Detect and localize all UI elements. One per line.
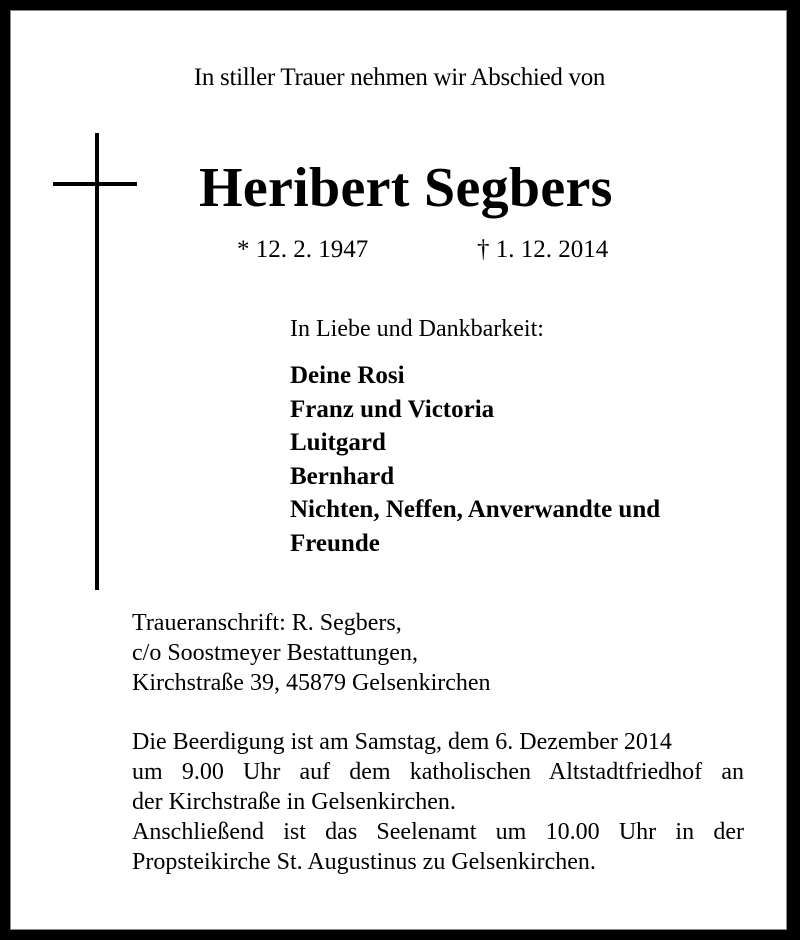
thanks-heading: In Liebe und Dankbarkeit: (290, 316, 544, 342)
mourner: Franz und Victoria (290, 395, 495, 423)
mourner: Deine Rosi (290, 362, 405, 389)
birth-date: * 12. 2. 1947 (237, 236, 369, 263)
funeral-details (132, 727, 744, 877)
funeral-line: um 9.00 Uhr auf dem katholischen Altstadtfriedhof an (132, 759, 744, 785)
address-line: c/o Soostmeyer Bestattungen, (132, 640, 418, 666)
mourner: Bernhard (290, 462, 395, 490)
mourner: Luitgard (290, 429, 386, 456)
address-line: Traueranschrift: R. Segbers, (132, 610, 402, 636)
cross-vertical-bar (95, 133, 99, 590)
deceased-name: Heribert Segbers (199, 157, 613, 219)
mourners-list (290, 359, 660, 560)
intro-text: In stiller Trauer nehmen wir Abschied von (193, 64, 606, 91)
funeral-line: Propsteikirche St. Augustinus zu Gelsenkirchen. (132, 849, 596, 875)
funeral-line: Die Beerdigung ist am Samstag, dem 6. Dezember 2014 (132, 729, 672, 755)
mourner: Nichten, Neffen, Anverwandte und (290, 496, 661, 523)
obituary-notice (10, 10, 787, 930)
address-line: Kirchstraße 39, 45879 Gelsenkirchen (132, 670, 491, 696)
funeral-line: der Kirchstraße in Gelsenkirchen. (132, 789, 456, 815)
mourning-address (132, 608, 491, 698)
death-date: † 1. 12. 2014 (477, 236, 609, 263)
cross-horizontal-bar (53, 182, 137, 186)
funeral-line: Anschließend ist das Seelenamt um 10.00 Uhr in der (132, 819, 744, 845)
mourner: Freunde (290, 529, 380, 557)
